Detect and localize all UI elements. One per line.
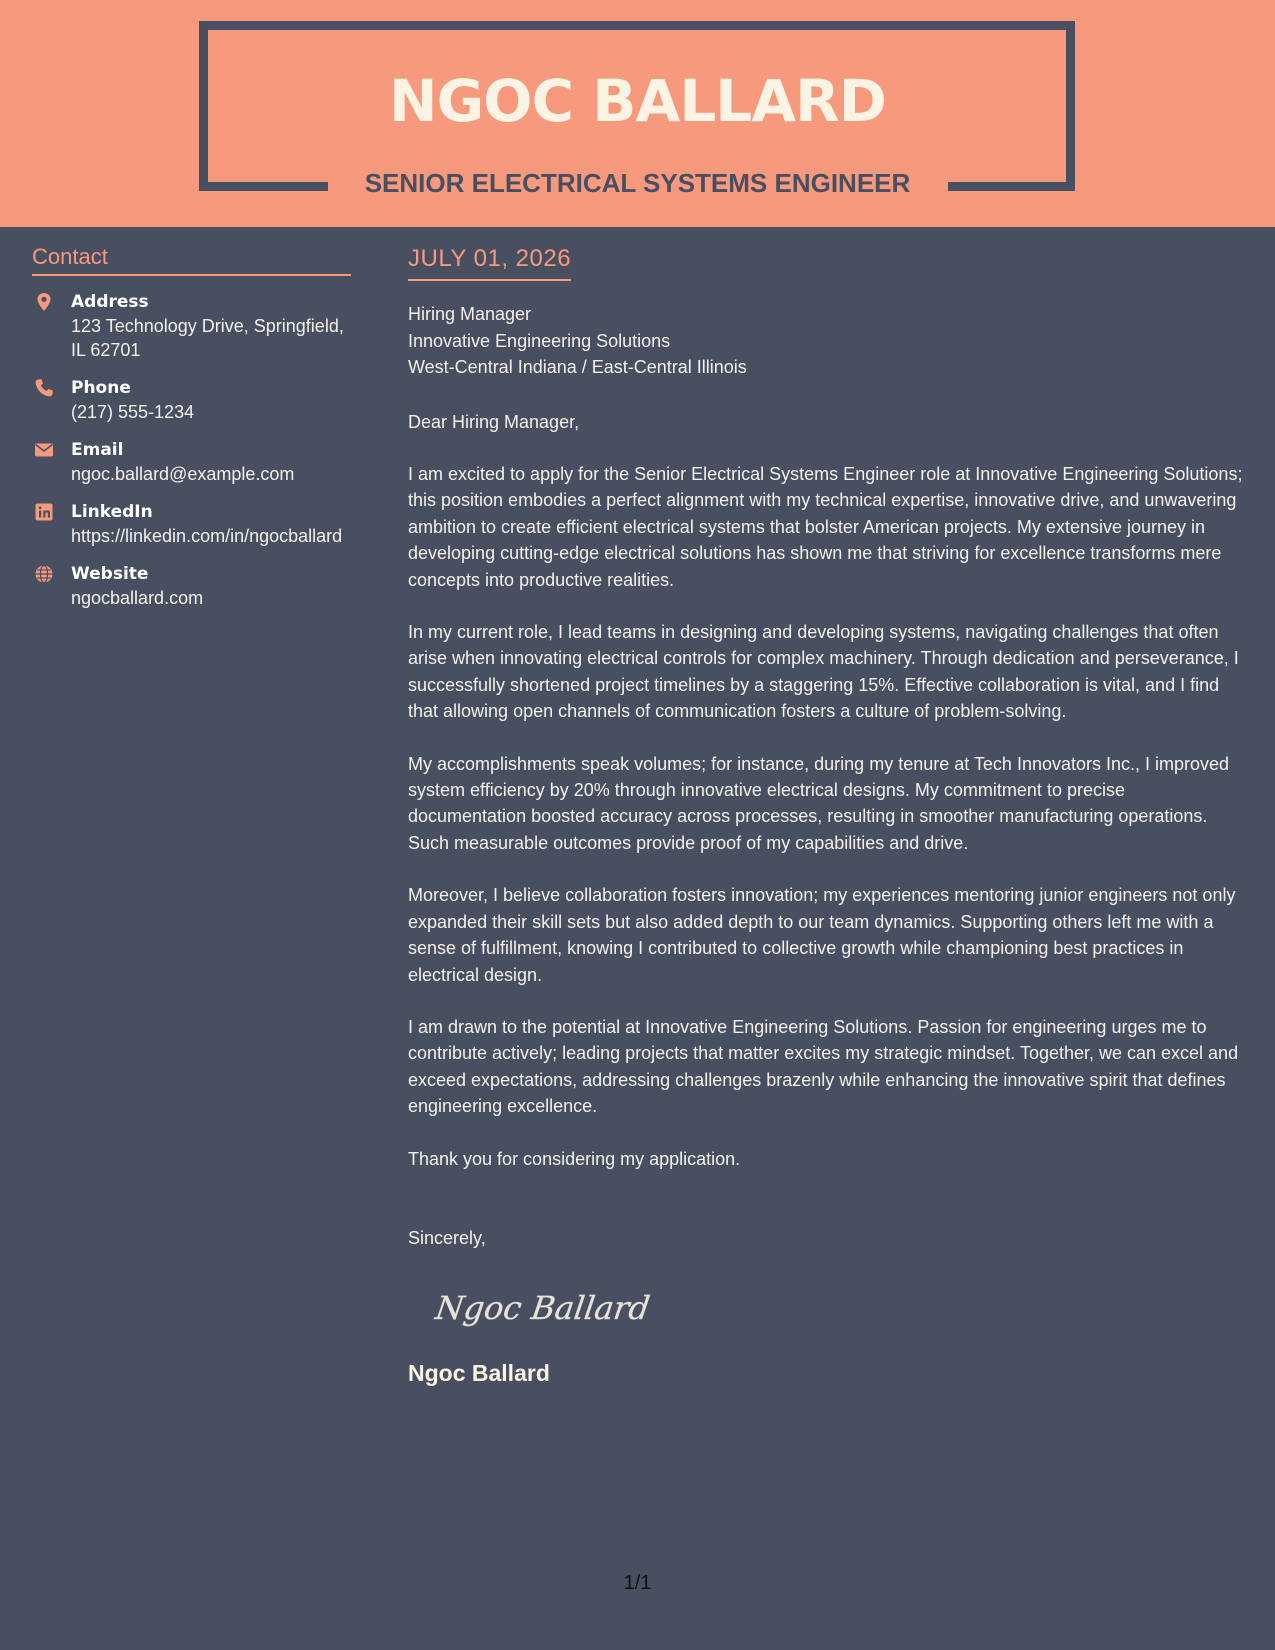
body-paragraph: Moreover, I believe collaboration fosters innovation; my experiences mentoring junior engineers not only expanded their skill sets but also added depth to our team dynamics. Supporting others left me with a sense of fulfillment, knowing I contributed to collective growth while championing best practices in electrical design. [408, 885, 1236, 985]
handwritten-signature [432, 1279, 672, 1339]
contact-value[interactable]: ngocballard.com [71, 588, 204, 608]
header-banner [0, 0, 1275, 227]
contact-heading: Contact [32, 243, 351, 276]
globe-icon [34, 564, 54, 584]
signer-name: Ngoc Ballard [408, 1360, 550, 1387]
closing: Sincerely, [408, 1227, 486, 1248]
applicant-name: NGOC BALLARD [389, 67, 886, 135]
contact-email [32, 438, 351, 486]
phone-icon [34, 378, 54, 398]
body-paragraph: In my current role, I lead teams in designing and developing systems, navigating challenges that often arise when innovating electrical controls for complex machinery. Through dedication and perseverance, I successfully shortened project timelines by a staggering 15%. Effective collaboration is vital, and I find that allowing open channels of communication fosters a culture of problem-solving. [408, 622, 1239, 722]
contact-label: Email [71, 440, 124, 460]
contact-address [32, 290, 351, 362]
body-paragraph: I am excited to apply for the Senior Electrical Systems Engineer role at Innovative Engineering Solutions; this position embodies a perfect alignment with my technical expertise, innovative drive, and unwavering ambition to create efficient electrical systems that bolster American projects. My extensive journey in developing cutting-edge electrical solutions has shown me that striving for excellence transforms mere concepts into productive realities. [408, 464, 1243, 590]
thank-you-line: Thank you for considering my application. [408, 1148, 741, 1169]
envelope-icon [34, 440, 54, 460]
contact-value: (217) 555-1234 [71, 402, 195, 422]
letter-body [408, 243, 1248, 1388]
contact-label: Website [71, 564, 149, 584]
recipient-location: West-Central Indiana / East-Central Illinois [408, 357, 747, 377]
recipient-name: Hiring Manager [408, 304, 532, 324]
letter-date: JULY 01, 2026 [408, 243, 571, 281]
contact-value[interactable]: https://linkedin.com/in/ngocballard [71, 526, 343, 546]
contact-label: Address [71, 292, 149, 312]
contact-linkedin [32, 500, 351, 548]
job-title: SENIOR ELECTRICAL SYSTEMS ENGINEER [364, 168, 911, 198]
contact-value: 123 Technology Drive, Springfield, IL 62701 [71, 316, 344, 360]
body-paragraph: My accomplishments speak volumes; for instance, during my tenure at Tech Innovators Inc., I improved system efficiency by 20% through innovative electrical designs. My commitment to precise documentation boosted accuracy across processes, resulting in smoother manufacturing operations. Such measurable outcomes provide proof of my capabilities and drive. [408, 753, 1230, 853]
page-number: 1/1 [623, 1572, 652, 1594]
recipient-company: Innovative Engineering Solutions [408, 330, 671, 351]
svg-text:Ngoc Ballard: Ngoc Ballard [433, 1289, 653, 1328]
salutation: Dear Hiring Manager, [408, 411, 580, 432]
body-paragraph: I am drawn to the potential at Innovative Engineering Solutions. Passion for engineering urges me to contribute actively; leading projects that matter excites my strategic mindset. Together, we can excel and exceed expectations, addressing challenges brazenly while enhancing the innovative spirit that defines engineering excellence. [408, 1016, 1239, 1117]
contact-website [32, 562, 351, 610]
contact-phone [32, 376, 351, 424]
contact-sidebar [32, 243, 351, 624]
contact-label: Phone [71, 378, 131, 398]
recipient-block [408, 301, 1248, 381]
contact-value: ngoc.ballard@example.com [71, 464, 295, 484]
linkedin-icon [34, 502, 54, 522]
contact-label: LinkedIn [71, 502, 153, 522]
location-pin-icon [34, 292, 54, 312]
